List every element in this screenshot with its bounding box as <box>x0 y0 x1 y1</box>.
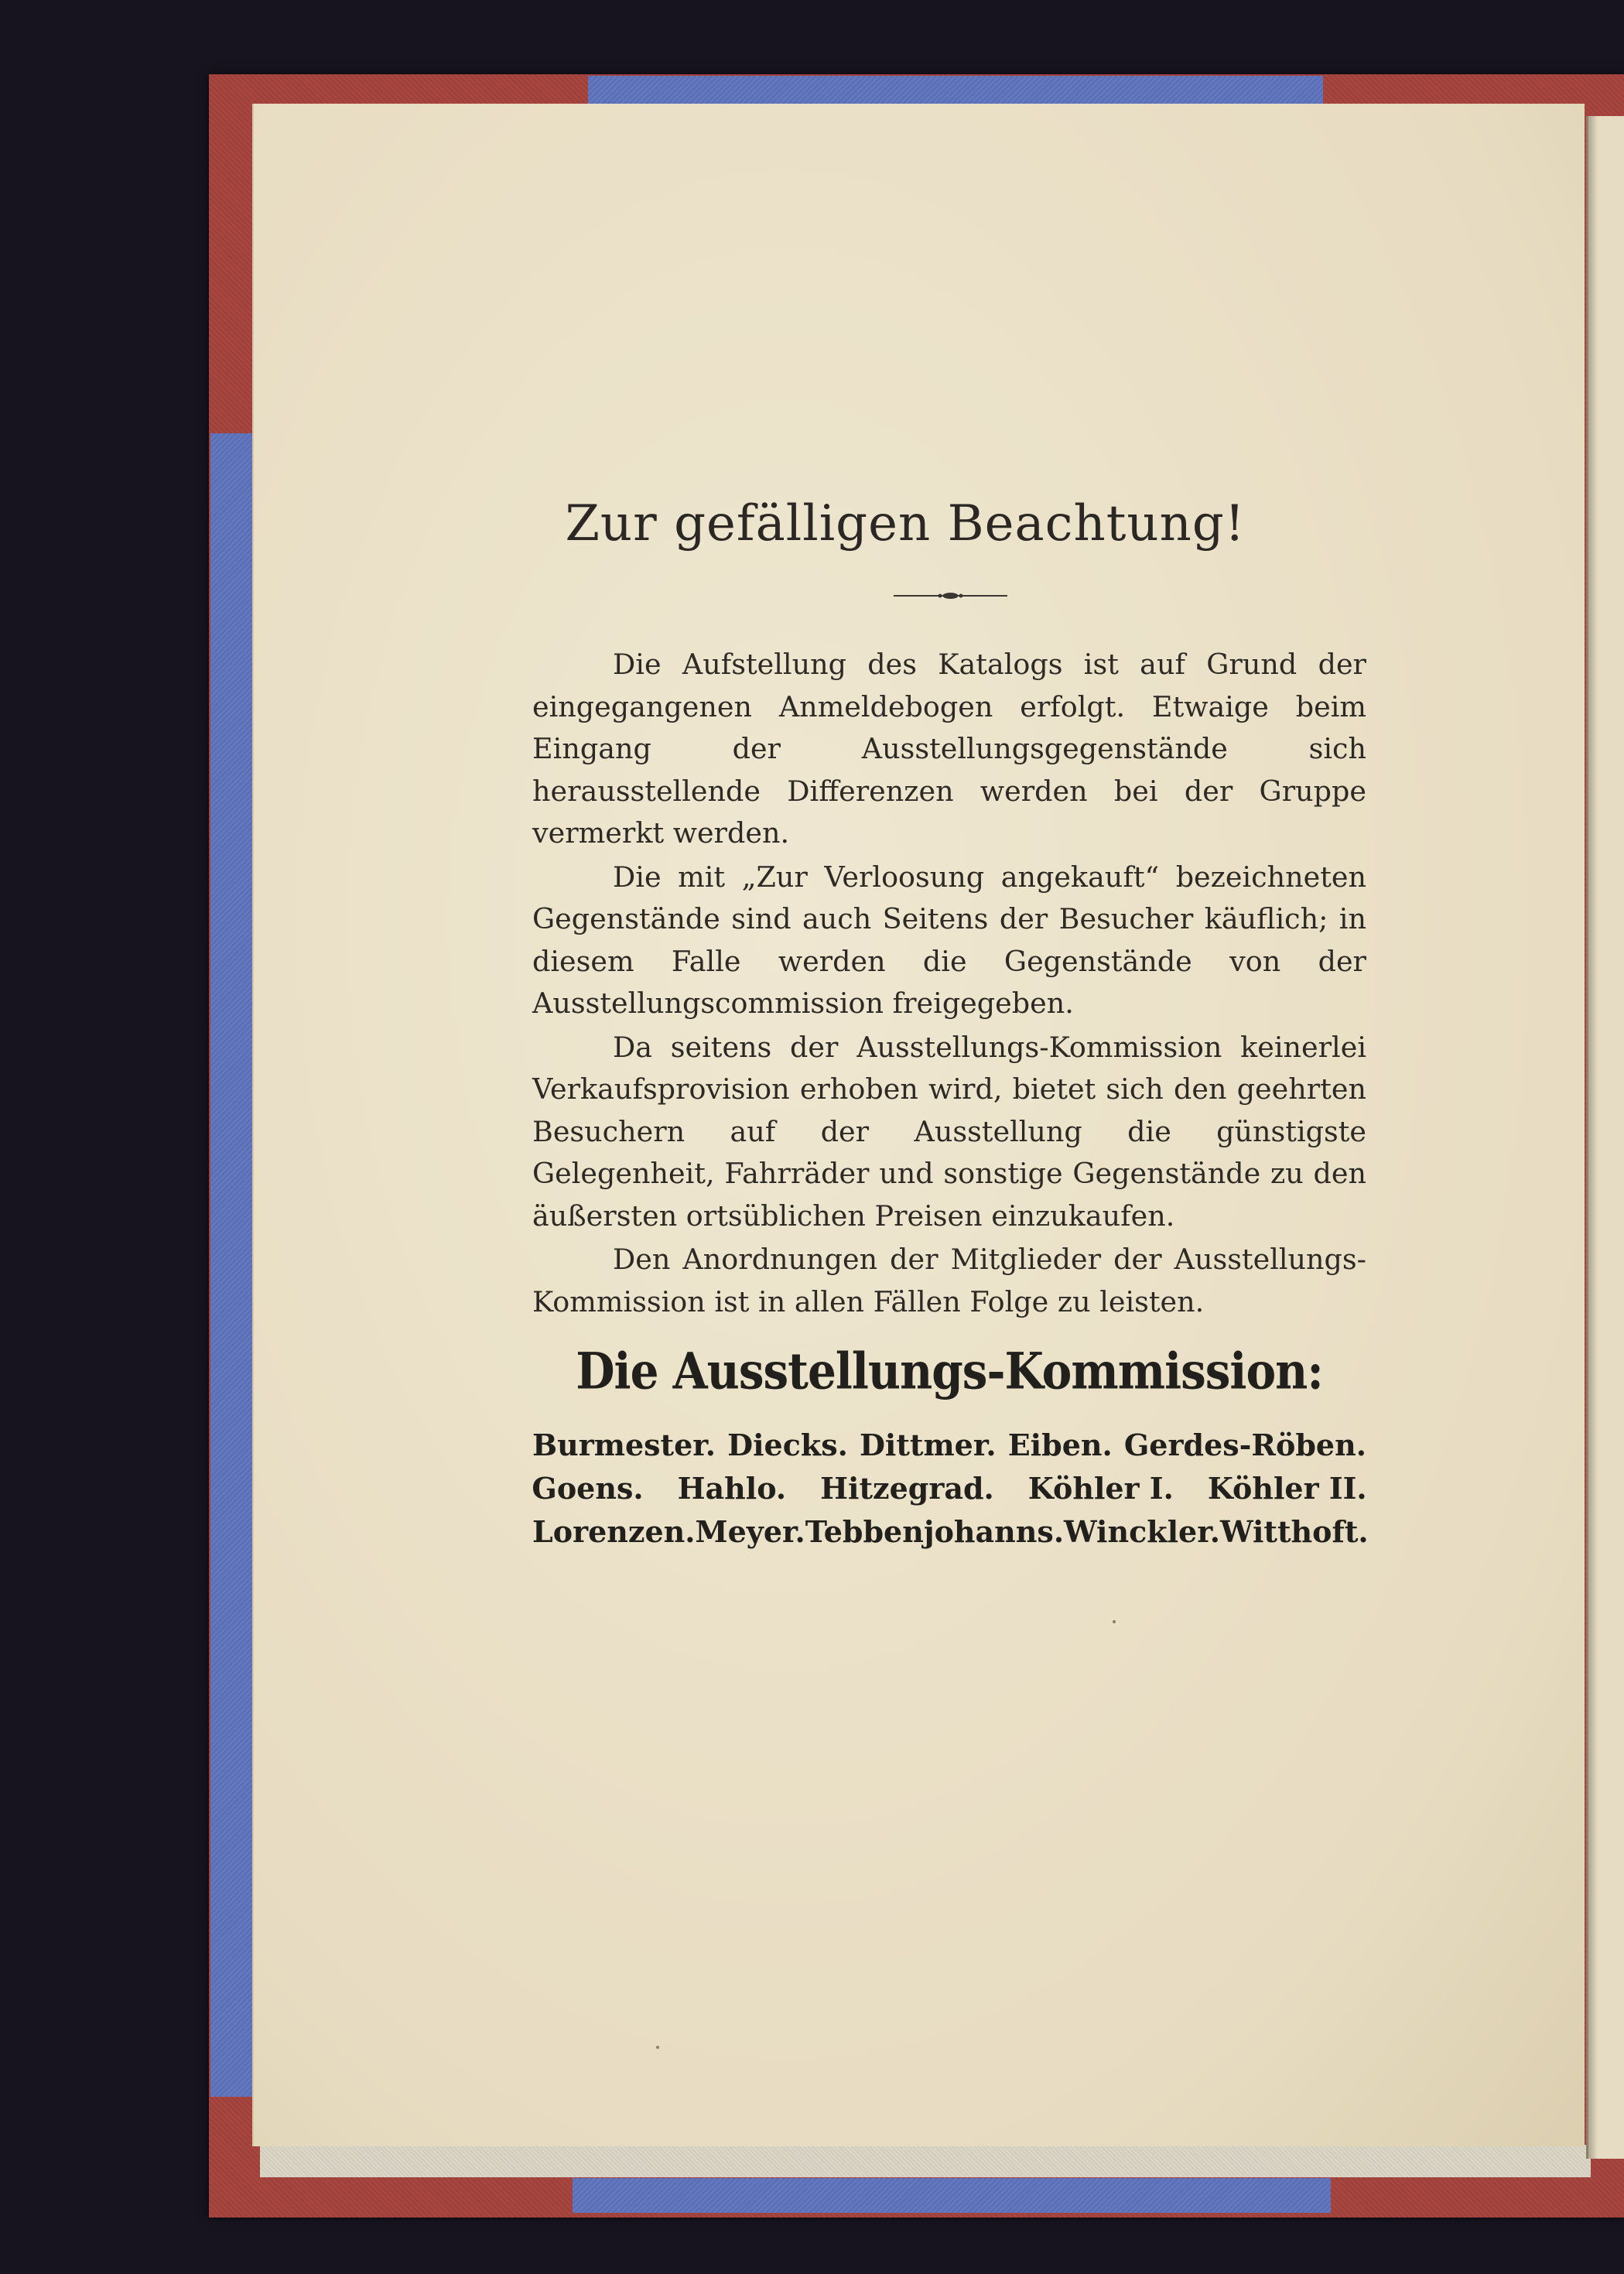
page-edge-bottom <box>260 2145 1591 2177</box>
member-name: Tebbenjohanns. <box>805 1514 1065 1549</box>
member-name: Hahlo. <box>677 1471 787 1506</box>
paper-speck <box>656 2046 659 2049</box>
page-title: Zur gefälligen Beachtung! <box>565 495 1246 552</box>
member-row <box>532 1467 1366 1510</box>
member-row <box>532 1510 1369 1554</box>
member-name: Dittmer. <box>859 1428 997 1462</box>
member-name: Köhler II. <box>1207 1471 1367 1506</box>
member-name: Goens. <box>532 1471 644 1506</box>
member-name: Meyer. <box>695 1514 805 1549</box>
member-name: Köhler I. <box>1027 1471 1174 1506</box>
member-name: Burmester. <box>532 1428 716 1462</box>
member-name: Lorenzen. <box>532 1514 696 1549</box>
commission-members <box>532 1424 1369 1554</box>
paragraph: Da seitens der Ausstellungs-Kommission keinerlei Verkaufsprovision erhoben wird, bietet sich den geehrten Besuchern auf der Ausstellung die günstigste Gelegenheit, Fahrräder und sonstige Gegenstände zu den äußersten ortsüblichen Preisen einzukaufen. <box>532 1030 1366 1233</box>
member-name: Hitzegrad. <box>820 1471 994 1506</box>
paragraph: Die Aufstellung des Katalogs ist auf Grund der eingegangenen Anmeldebogen erfolgt. Etwaige beim Eingang der Ausstellungsgegenstände sich herausstellende Differenzen werden bei der Gruppe vermerkt werden. <box>532 648 1366 850</box>
commission-heading: Die Ausstellungs-Kommission: <box>576 1341 1323 1401</box>
paper-speck <box>1113 1620 1116 1623</box>
ornament-divider <box>894 591 1007 600</box>
member-name: Diecks. <box>727 1428 848 1462</box>
member-name: Gerdes-Röben. <box>1123 1428 1366 1462</box>
cover-blue-band-top <box>588 76 1323 107</box>
paragraph: Die mit „Zur Verloosung angekauft“ bezeichneten Gegenstände sind auch Seitens der Besucher käuflich; in diesem Falle werden die Gegenstände von der Ausstellungscommission freigegeben. <box>532 860 1366 1020</box>
cover-blue-band-left <box>210 433 252 2097</box>
adjacent-page-edge <box>1586 116 1624 2159</box>
cover-blue-band-bottom <box>573 2178 1331 2213</box>
member-name: Winckler. <box>1064 1514 1220 1549</box>
notice-text <box>532 644 1366 1325</box>
member-name: Witthoft. <box>1219 1514 1369 1549</box>
member-name: Eiben. <box>1007 1428 1113 1462</box>
member-row <box>532 1424 1366 1467</box>
paragraph: Den Anordnungen der Mitglieder der Ausstellungs-Kommission ist in allen Fällen Folge zu leisten. <box>532 1243 1366 1318</box>
